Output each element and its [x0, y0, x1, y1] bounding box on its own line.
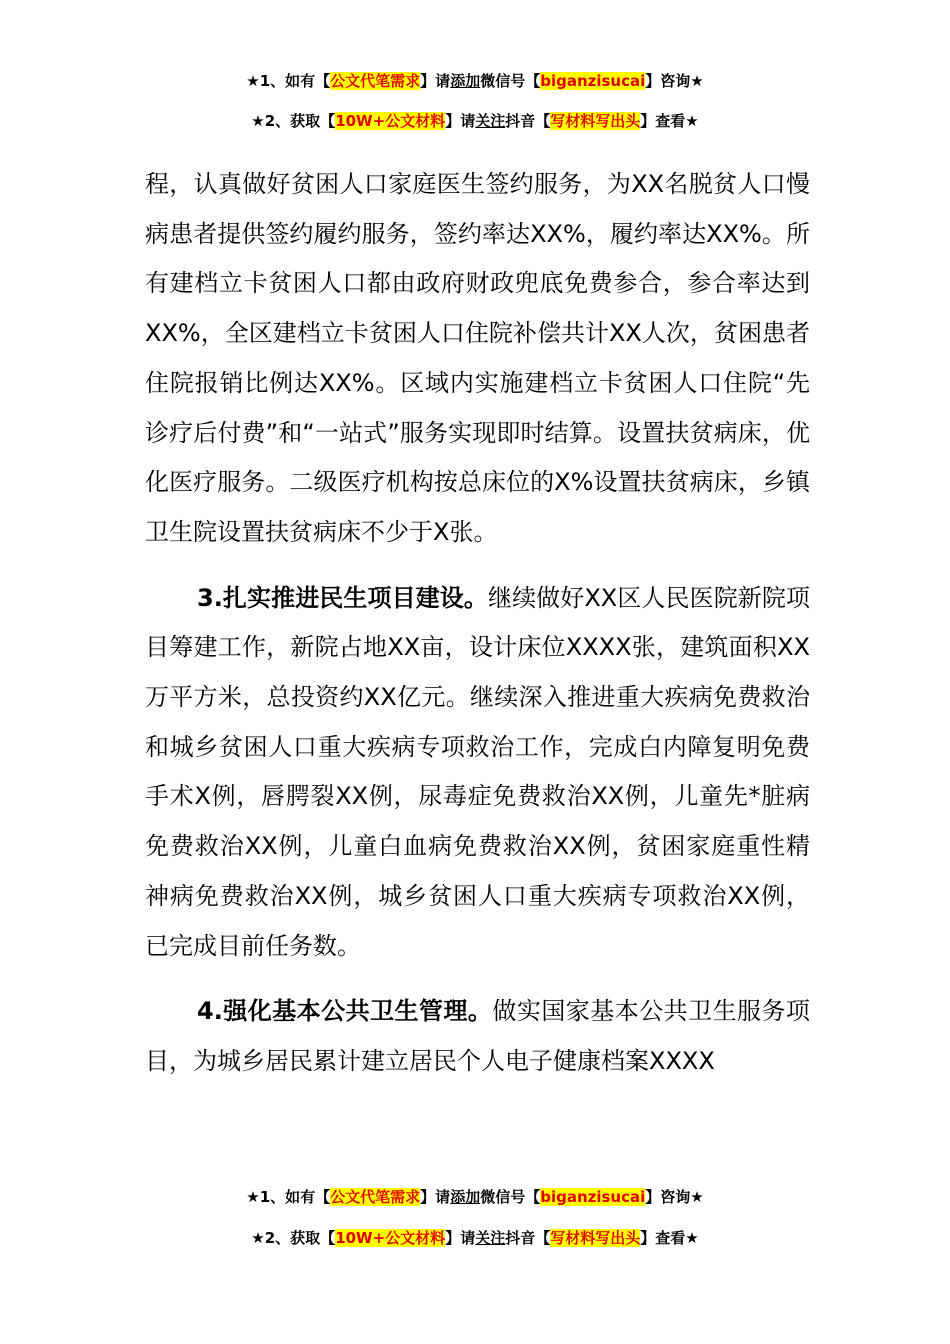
wechat-id-highlight: biganzisucai	[540, 1188, 646, 1206]
banner-text: 微信号【	[480, 1188, 541, 1206]
banner-text: 抖音【	[505, 112, 551, 130]
section-heading: 4.强化基本公共卫生管理。	[197, 997, 493, 1026]
douyin-highlight: 写材料写出头	[550, 1229, 641, 1247]
paragraph-text: 做实国家基本公共卫生服务项目，为城乡居民累计建立居民个人电子健康档案XXXX	[145, 997, 810, 1075]
banner-text: 】咨询★	[645, 1188, 704, 1206]
document-body	[145, 160, 810, 1087]
banner-text: ★1、如有【	[246, 72, 331, 90]
douyin-highlight: 写材料写出头	[550, 112, 641, 130]
highlight-text: 公文代笔需求	[330, 72, 421, 90]
section-heading: 3.扎实推进民生项目建设。	[197, 583, 488, 612]
footer-banner-line-1	[0, 1186, 950, 1208]
banner-text: 】请	[445, 112, 476, 130]
paragraph-text: 继续做好XX区人民医院新院项目筹建工作，新院占地XX亩，设计床位XXXX张，建筑面积XX万平方米，总投资约XX亿元。继续深入推进重大疾病免费救治和城乡贫困人口重大疾病专项救治工作，完成白内障复明免费手术X例，唇腭裂XX例，尿毒症免费救治XX例，儿童先*脏病免费救治XX例，儿童白血病免费救治XX例，贫困家庭重性精神病免费救治XX例，城乡贫困人口重大疾病专项救治XX例，已完成目前任务数。	[145, 583, 810, 960]
banner-text: 抖音【	[505, 1229, 551, 1247]
highlight-text: 公文代笔需求	[330, 1188, 421, 1206]
banner-text: 】咨询★	[645, 72, 704, 90]
banner-text: 】查看★	[640, 1229, 699, 1247]
highlight-text: 10W+公文材料	[335, 112, 446, 130]
banner-text: ★2、获取【	[251, 112, 336, 130]
banner-text: ★1、如有【	[246, 1188, 331, 1206]
wechat-id-highlight: biganzisucai	[540, 72, 646, 90]
highlight-text: 10W+公文材料	[335, 1229, 446, 1247]
footer-banner-line-2	[0, 1227, 950, 1249]
banner-text: 微信号【	[480, 72, 541, 90]
underlined-text: 添加	[450, 72, 481, 90]
banner-text: 】查看★	[640, 112, 699, 130]
banner-text: 】请	[420, 1188, 451, 1206]
header-banner-line-2	[0, 110, 950, 132]
banner-text: ★2、获取【	[251, 1229, 336, 1247]
header-banner-line-1	[0, 70, 950, 92]
banner-text: 】请	[420, 72, 451, 90]
paragraph-continuation: 程，认真做好贫困人口家庭医生签约服务，为XX名脱贫人口慢病患者提供签约履约服务，签约率达XX%，履约率达XX%。所有建档立卡贫困人口都由政府财政兜底免费参合，参合率达到XX%，全区建档立卡贫困人口住院补偿共计XX人次，贫困患者住院报销比例达XX%。区域内实施建档立卡贫困人口住院“先诊疗后付费”和“一站式”服务实现即时结算。设置扶贫病床，优化医疗服务。二级医疗机构按总床位的X%设置扶贫病床，乡镇卫生院设置扶贫病床不少于X张。	[145, 170, 810, 546]
paragraph-section-4	[145, 987, 810, 1086]
underlined-text: 添加	[450, 1188, 481, 1206]
paragraph-section-3	[145, 574, 810, 972]
underlined-text: 关注	[475, 112, 506, 130]
banner-text: 】请	[445, 1229, 476, 1247]
underlined-text: 关注	[475, 1229, 506, 1247]
